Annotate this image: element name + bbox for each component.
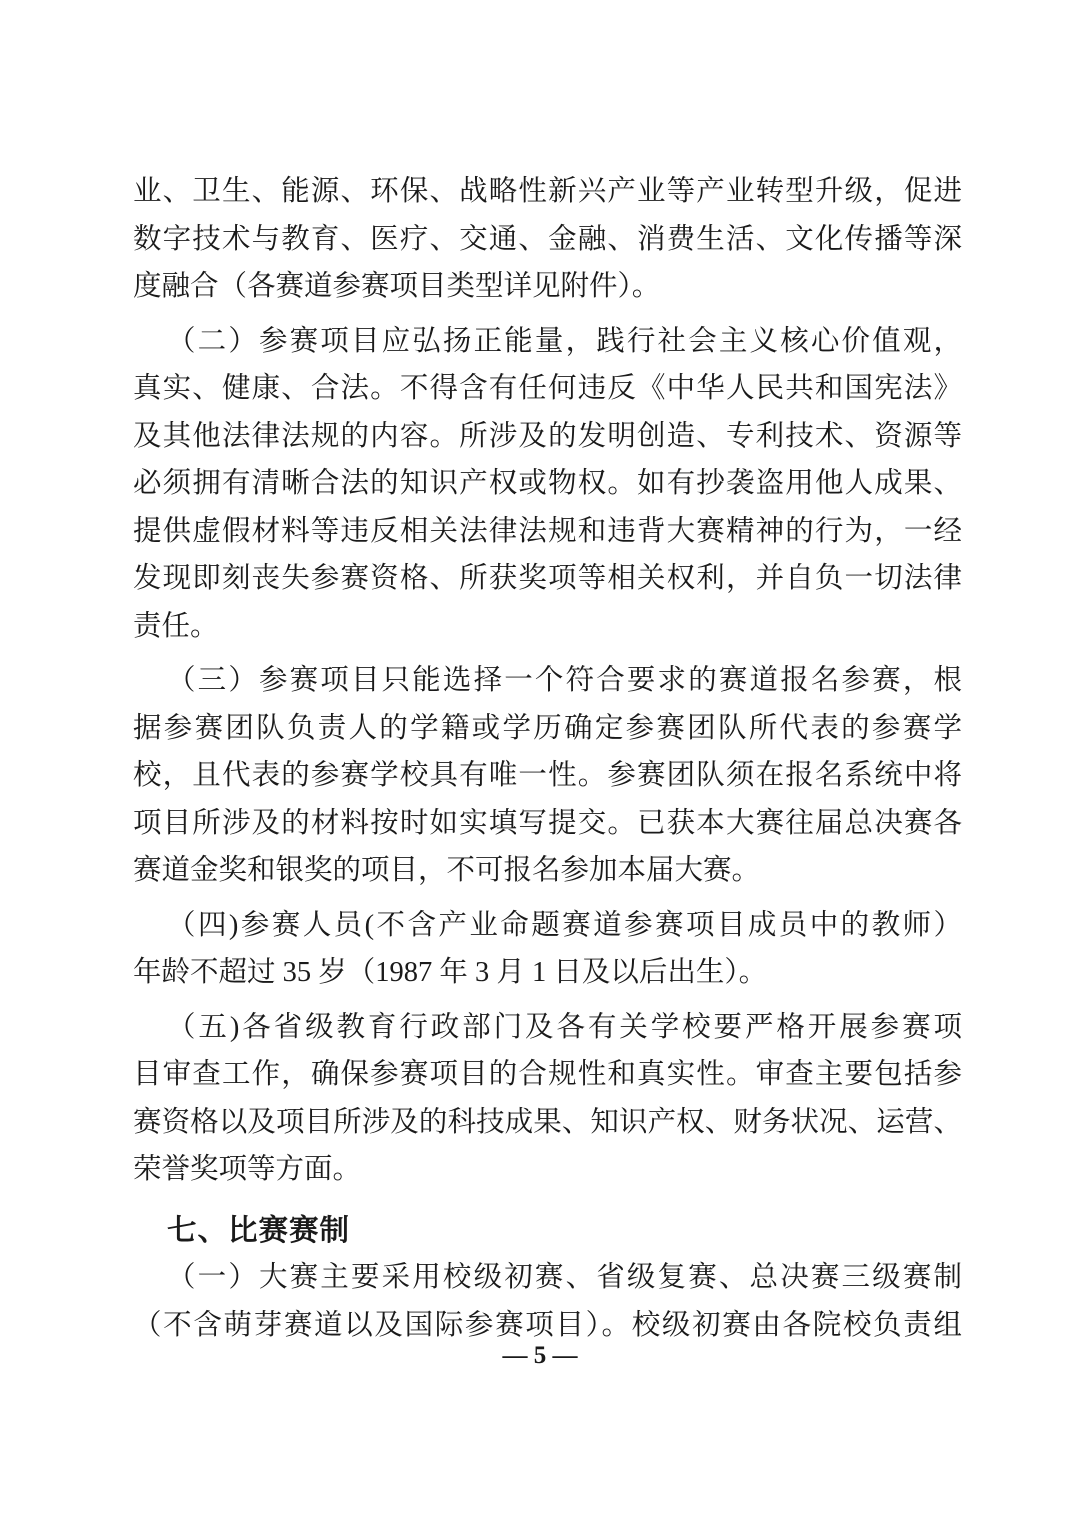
document-body <box>133 168 962 1349</box>
text-line: （二）参赛项目应弘扬正能量，践行社会主义核心价值观， <box>167 325 962 357</box>
text-line: 年龄不超过 35 岁（1987 年 3 月 1 日及以后出生）。 <box>133 957 768 988</box>
text-line: 荣誉奖项等方面。 <box>133 1154 362 1185</box>
text-line: 赛资格以及项目所涉及的科技成果、知识产权、财务状况、运营、 <box>133 1106 962 1138</box>
text-line: （不含萌芽赛道以及国际参赛项目）。校级初赛由各院校负责组 <box>133 1309 962 1341</box>
text-line: 提供虚假材料等违反相关法律法规和违背大赛精神的行为，一经 <box>133 515 962 547</box>
text-line: 目审查工作，确保参赛项目的合规性和真实性。审查主要包括参 <box>133 1059 962 1090</box>
page-number: — 5 — <box>502 1342 578 1369</box>
text-line: 项目所涉及的材料按时如实填写提交。已获本大赛往届总决赛各 <box>133 807 962 839</box>
text-line: 必须拥有清晰合法的知识产权或物权。如有抄袭盗用他人成果、 <box>133 468 962 499</box>
text-line: 赛道金奖和银奖的项目，不可报名参加本届大赛。 <box>133 855 761 886</box>
text-line: 据参赛团队负责人的学籍或学历确定参赛团队所代表的参赛学 <box>133 712 962 744</box>
text-line: （一）大赛主要采用校级初赛、省级复赛、总决赛三级赛制 <box>167 1262 962 1293</box>
text-line: 及其他法律法规的内容。所涉及的发明创造、专利技术、资源等 <box>133 420 962 452</box>
text-line: 业、卫生、能源、环保、战略性新兴产业等产业转型升级，促进 <box>133 176 962 207</box>
text-line: （三）参赛项目只能选择一个符合要求的赛道报名参赛，根 <box>167 665 962 696</box>
text-line: 数字技术与教育、医疗、交通、金融、消费生活、文化传播等深 <box>133 223 962 255</box>
text-line: 责任。 <box>133 610 219 642</box>
text-line: （四)参赛人员(不含产业命题赛道参赛项目成员中的教师） <box>167 909 962 941</box>
text-line: （五)各省级教育行政部门及各有关学校要严格开展参赛项 <box>167 1011 962 1043</box>
text-line: 校，且代表的参赛学校具有唯一性。参赛团队须在报名系统中将 <box>133 760 962 791</box>
text-line: 发现即刻丧失参赛资格、所获奖项等相关权利，并自负一切法律 <box>133 563 962 594</box>
text-line: 度融合（各赛道参赛项目类型详见附件）。 <box>133 271 661 302</box>
section-heading: 七、比赛赛制 <box>167 1213 351 1247</box>
text-line: 真实、健康、合法。不得含有任何违反《中华人民共和国宪法》 <box>133 373 962 404</box>
